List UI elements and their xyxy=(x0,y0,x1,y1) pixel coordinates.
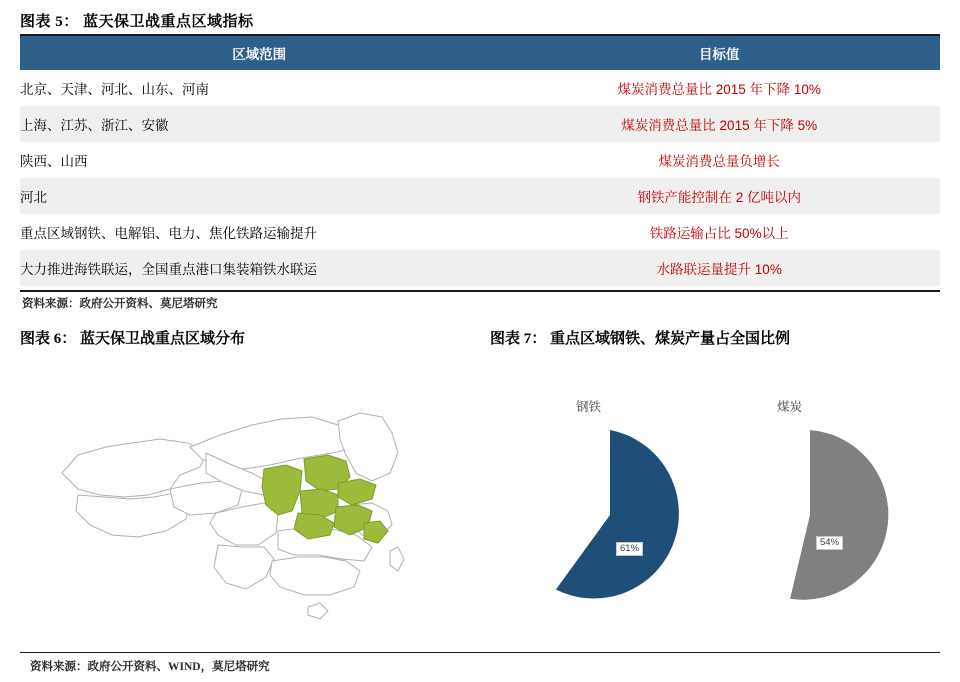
china-map xyxy=(20,355,480,645)
table-row xyxy=(20,106,940,142)
pie-value-coal: 54% xyxy=(816,536,843,550)
column-header-target: 目标值 xyxy=(498,36,940,70)
map-region-shandong xyxy=(338,479,376,505)
table-row xyxy=(20,70,940,106)
pie-label-steel: 钢铁 xyxy=(576,400,602,414)
map-region-taiwan xyxy=(390,547,404,571)
cell-target: 水路联运量提升 10% xyxy=(498,250,940,286)
exhibit5-table-wrap xyxy=(20,34,940,286)
cell-target: 煤炭消费总量比 2015 年下降 5% xyxy=(498,106,940,142)
cell-region: 上海、江苏、浙江、安徽 xyxy=(20,106,498,142)
table-row xyxy=(20,214,940,250)
exhibit6-title: 图表 6： 蓝天保卫战重点区域分布 xyxy=(20,331,246,347)
column-header-region: 区域范围 xyxy=(20,36,498,70)
bottom-rule xyxy=(20,652,940,653)
cell-region: 大力推进海铁联运，全国重点港口集装箱铁水联运 xyxy=(20,250,498,286)
exhibit5-table xyxy=(20,36,940,286)
cell-target: 钢铁产能控制在 2 亿吨以内 xyxy=(498,178,940,214)
china-map-svg xyxy=(20,355,480,645)
table-row xyxy=(20,178,940,214)
exhibit67-source: 资料来源：政府公开资料、WIND，莫尼塔研究 xyxy=(30,661,270,673)
exhibit7-title: 图表 7： 重点区域钢铁、煤炭产量占全国比例 xyxy=(490,331,791,347)
table-row xyxy=(20,250,940,286)
pie-slice-steel-key xyxy=(556,430,679,598)
exhibit5-title: 图表 5： 蓝天保卫战重点区域指标 xyxy=(20,14,254,30)
map-region-yunnan xyxy=(214,545,274,589)
pie-label-coal: 煤炭 xyxy=(777,400,803,414)
table-bottom-rule xyxy=(20,290,940,292)
table-header-row xyxy=(20,36,940,70)
cell-region: 河北 xyxy=(20,178,498,214)
cell-target: 煤炭消费总量比 2015 年下降 10% xyxy=(498,70,940,106)
cell-region: 重点区域钢铁、电解铝、电力、焦化铁路运输提升 xyxy=(20,214,498,250)
cell-region: 北京、天津、河北、山东、河南 xyxy=(20,70,498,106)
cell-region: 陕西、山西 xyxy=(20,142,498,178)
cell-target: 煤炭消费总量负增长 xyxy=(498,142,940,178)
pies-svg xyxy=(490,355,940,645)
table-row xyxy=(20,142,940,178)
map-region-southcoast xyxy=(270,557,360,595)
cell-target: 铁路运输占比 50%以上 xyxy=(498,214,940,250)
pie-value-steel: 61% xyxy=(616,542,643,556)
exhibit5-source: 资料来源：政府公开资料、莫尼塔研究 xyxy=(22,298,218,310)
exhibit7-charts xyxy=(490,355,940,645)
map-region-hainan xyxy=(308,603,328,619)
pie-slice-coal-key xyxy=(790,430,888,600)
